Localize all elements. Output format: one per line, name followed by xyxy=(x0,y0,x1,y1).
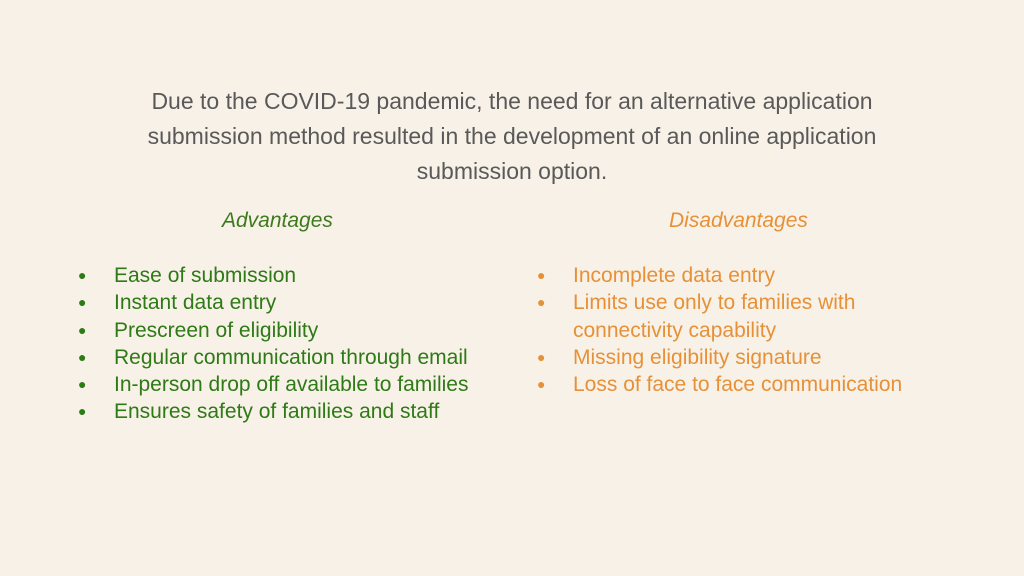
bullet-icon: ● xyxy=(537,294,546,311)
list-item-text: Ensures safety of families and staff xyxy=(114,400,440,424)
list-item xyxy=(537,289,957,344)
list-item-text: Missing eligibility signature xyxy=(573,345,822,369)
list-item-text: Incomplete data entry xyxy=(573,264,775,287)
list-item-text: Ease of submission xyxy=(114,264,297,287)
disadvantages-heading: Disadvantages xyxy=(669,209,808,232)
bullet-icon: ● xyxy=(537,267,546,283)
list-item xyxy=(78,344,518,371)
intro-text: Due to the COVID-19 pandemic, the need for an alternative application submission method resulted in the development of an online application submission option. xyxy=(147,88,877,184)
bullet-icon: ● xyxy=(537,376,546,393)
list-item xyxy=(78,317,518,344)
disadvantages-list xyxy=(537,262,957,398)
list-item-text: Limits use only to families with connectivity capability xyxy=(573,291,856,342)
list-item xyxy=(78,262,518,289)
list-item-text: Instant data entry xyxy=(114,291,277,315)
bullet-icon: ● xyxy=(78,294,87,311)
list-item xyxy=(537,262,957,289)
list-item xyxy=(78,371,518,398)
list-item xyxy=(78,398,518,425)
bullet-icon: ● xyxy=(78,348,87,365)
bullet-icon: ● xyxy=(537,348,546,365)
bullet-icon: ● xyxy=(78,403,87,420)
bullet-icon: ● xyxy=(78,376,87,393)
list-item-text: Regular communication through email xyxy=(114,345,468,369)
bullet-icon: ● xyxy=(78,321,87,338)
list-item-text: Prescreen of eligibility xyxy=(114,318,319,342)
advantages-heading: Advantages xyxy=(222,209,333,232)
list-item xyxy=(537,371,957,398)
advantages-list xyxy=(78,262,518,426)
list-item xyxy=(537,344,957,371)
bullet-icon: ● xyxy=(78,267,87,283)
list-item xyxy=(78,289,518,316)
list-item-text: Loss of face to face communication xyxy=(573,373,903,397)
list-item-text: In-person drop off available to families xyxy=(114,373,469,397)
